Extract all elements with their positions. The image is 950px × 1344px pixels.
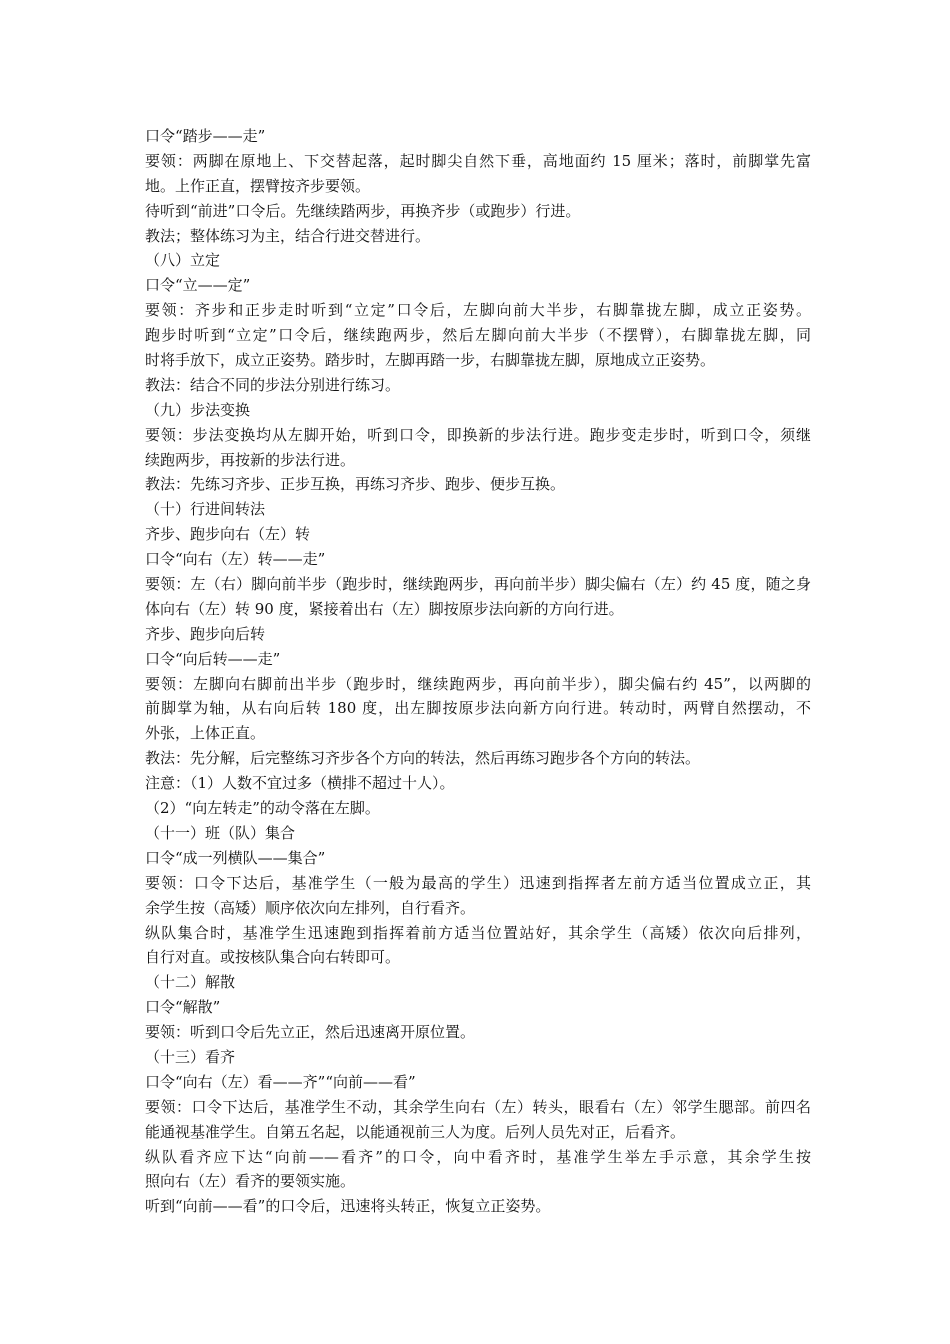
text-line: （2）“向左转走”的动令落在左脚。 (145, 799, 380, 818)
text-line: 教法：结合不同的步法分别进行练习。 (145, 375, 401, 394)
text-line: 教法；整体练习为主，结合行进交替进行。 (145, 226, 431, 245)
text-line: 口令“向右（左）看——齐”“向前——看” (145, 1072, 416, 1091)
text-line: 续跑两步，再按新的步法行进。 (145, 450, 356, 469)
text-line: 要领：齐步和正步走时听到“立定”口令后，左脚向前大半步，右脚靠拢左脚，成立正姿势。 (145, 301, 811, 320)
text-line: 体向右（左）转 90 度，紧接着出右（左）脚按原步法向新的方向行进。 (145, 599, 624, 618)
text-line: 跑步时听到“立定”口令后，继续跑两步，然后左脚向前大半步（不摆臂），右脚靠拢左脚，同 (145, 326, 811, 345)
text-line: 待听到“前进”口令后。先继续踏两步，再换齐步（或跑步）行进。 (145, 201, 581, 220)
text-line: 余学生按（高矮）顺序依次向左排列，自行看齐。 (145, 898, 476, 917)
text-line: 要领：步法变换均从左脚开始，听到口令，即换新的步法行进。跑步变走步时，听到口令，须继 (145, 425, 811, 444)
text-line: 口令“成一列横队——集合” (145, 848, 326, 867)
text-line: （十三）看齐 (145, 1047, 236, 1066)
text-line: （八）立定 (145, 251, 221, 270)
text-line: 口令“踏步——走” (145, 127, 266, 145)
text-line: （十二）解散 (145, 973, 236, 992)
document-body (145, 124, 811, 1219)
text-line: 齐步、跑步向后转 (145, 624, 266, 643)
text-line: 要领：听到口令后先立正，然后迅速离开原位置。 (145, 1023, 476, 1042)
text-line: 注意：（1）人数不宜过多（横排不超过十人）。 (145, 774, 455, 793)
text-line: 要领：左（右）脚向前半步（跑步时，继续跑两步，再向前半步）脚尖偏右（左）约 45 度，随之身 (145, 575, 811, 594)
text-line: 要领：口令下达后，基准学生（一般为最高的学生）迅速到指挥者左前方适当位置成立正，其 (145, 873, 811, 892)
text-line: 听到“向前——看”的口令后，迅速将头转正，恢复立正姿势。 (145, 1197, 551, 1216)
text-line: 口令“向右（左）转——走” (145, 550, 326, 569)
text-line: 地。上作正直，摆臂按齐步要领。 (145, 176, 371, 195)
text-line: 照向右（左）看齐的要领实施。 (145, 1172, 356, 1191)
text-line: 要领：口令下达后，基准学生不动，其余学生向右（左）转头，眼看右（左）邻学生腮部。前四名 (145, 1097, 811, 1116)
text-line: （十一）班（队）集合 (145, 823, 296, 842)
text-line: 时将手放下，成立正姿势。踏步时，左脚再踏一步，右脚靠拢左脚，原地成立正姿势。 (145, 351, 716, 370)
text-line: 齐步、跑步向右（左）转 (145, 525, 311, 544)
text-line: 能通视基准学生。自第五名起，以能通视前三人为度。后列人员先对正，后看齐。 (145, 1122, 686, 1141)
text-line: 口令“向后转——走” (145, 649, 281, 668)
text-line: （九）步法变换 (145, 400, 251, 419)
text-line: 要领：两脚在原地上、下交替起落，起时脚尖自然下垂，高地面约 15 厘米；落时，前脚掌先富 (145, 151, 811, 170)
text-line: （十）行进间转法 (145, 500, 266, 519)
text-line: 纵队看齐应下达“向前——看齐”的口令，向中看齐时，基准学生举左手示意，其余学生按 (145, 1147, 811, 1166)
text-line: 教法：先分解，后完整练习齐步各个方向的转法，然后再练习跑步各个方向的转法。 (145, 749, 701, 768)
text-line: 前脚掌为轴，从右向后转 180 度，出左脚按原步法向新方向行进。转动时，两臂自然摆动，不 (145, 699, 811, 718)
text-line: 口令“解散” (145, 998, 221, 1017)
text-line: 纵队集合时，基准学生迅速跑到指挥着前方适当位置站好，其余学生（高矮）依次向后排列， (145, 923, 811, 942)
text-line: 教法：先练习齐步、正步互换，再练习齐步、跑步、便步互换。 (145, 475, 566, 494)
text-line: 口令“立——定” (145, 276, 251, 295)
text-line: 外张，上体正直。 (145, 724, 266, 743)
text-line: 自行对直。或按核队集合向右转即可。 (145, 948, 401, 967)
text-line: 要领：左脚向右脚前出半步（跑步时，继续跑两步，再向前半步），脚尖偏右约 45”，以两脚的 (145, 674, 811, 693)
